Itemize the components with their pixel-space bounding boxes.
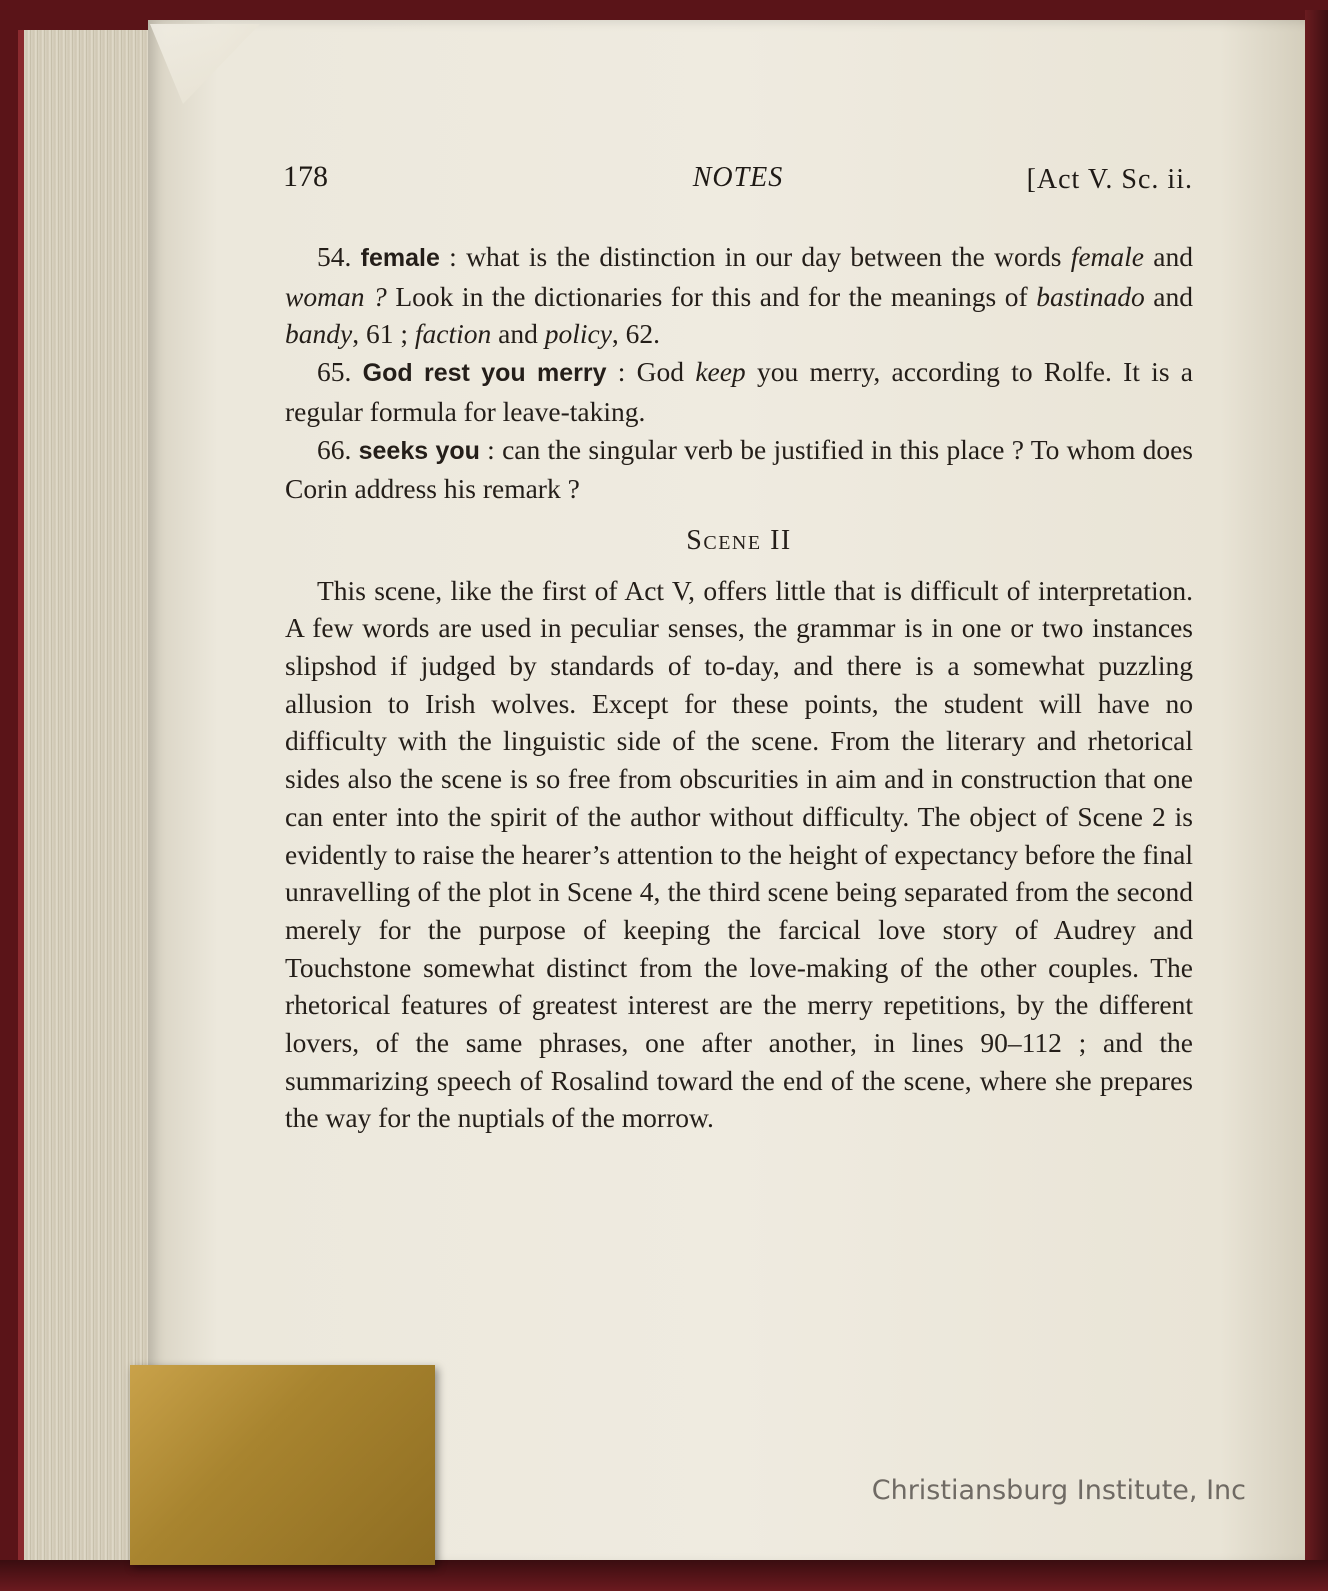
watermark: Christiansburg Institute, Inc bbox=[871, 1475, 1246, 1506]
page-text bbox=[285, 238, 1193, 1137]
scene-body: This scene, like the first of Act V, offers little that is difficult of interpretation. A few words are used in peculiar senses, the grammar is in one or two instances slipshod if judged by standards of to-day, and there is a somewhat puzzling allusion to Irish wolves. Except for these points, the student will have no difficulty with the linguistic side of the scene. From the literary and rhetorical sides also the scene is so free from obscurities in aim and in construction that one can enter into the spirit of the author without difficulty. The object of Scene 2 is evidently to raise the hearer’s attention to the height of expectancy before the final unravelling of the plot in Scene 4, the third scene being separated from the second merely for the purpose of keeping the farcical love story of Audrey and Touchstone somewhat distinct from the love-making of the other couples. The rhetorical features of greatest interest are the merry repetitions, by the different lovers, of the same phrases, one after another, in lines 90–112 ; and the summarizing speech of Rosalind toward the end of the scene, where she prepares the way for the nuptials of the morrow. bbox=[285, 574, 1193, 1134]
note-66: 66. seeks you : can the singular verb be justified in this place ? To whom does Corin address his remark ? bbox=[285, 433, 1193, 505]
brass-bookmark bbox=[130, 1365, 435, 1565]
section-reference: [Act V. Sc. ii. bbox=[1026, 164, 1193, 195]
page-number: 178 bbox=[283, 160, 328, 193]
note-number: 65. bbox=[317, 356, 352, 388]
note-lemma: God rest you merry bbox=[362, 359, 607, 388]
note-lemma: female bbox=[360, 244, 440, 272]
running-title: NOTES bbox=[692, 162, 784, 193]
note-number: 66. bbox=[317, 433, 352, 465]
page-header bbox=[283, 160, 1193, 200]
book-cover-right-edge bbox=[1305, 10, 1328, 1570]
note-54: 54. female : what is the distinction in our day between the words female and woman ? Look in the dictionaries for this and for the meanings of bastinado and bandy, 61 ; faction and policy, 62. bbox=[285, 241, 1193, 350]
book-spine-page-edges bbox=[18, 30, 164, 1575]
note-lemma: seeks you bbox=[358, 436, 480, 465]
note-65: 65. God rest you merry : God keep you merry, according to Rolfe. It is a regular formula for leave-taking. bbox=[285, 356, 1193, 427]
note-number: 54. bbox=[317, 241, 352, 272]
scene-heading: Scene II bbox=[686, 524, 792, 556]
